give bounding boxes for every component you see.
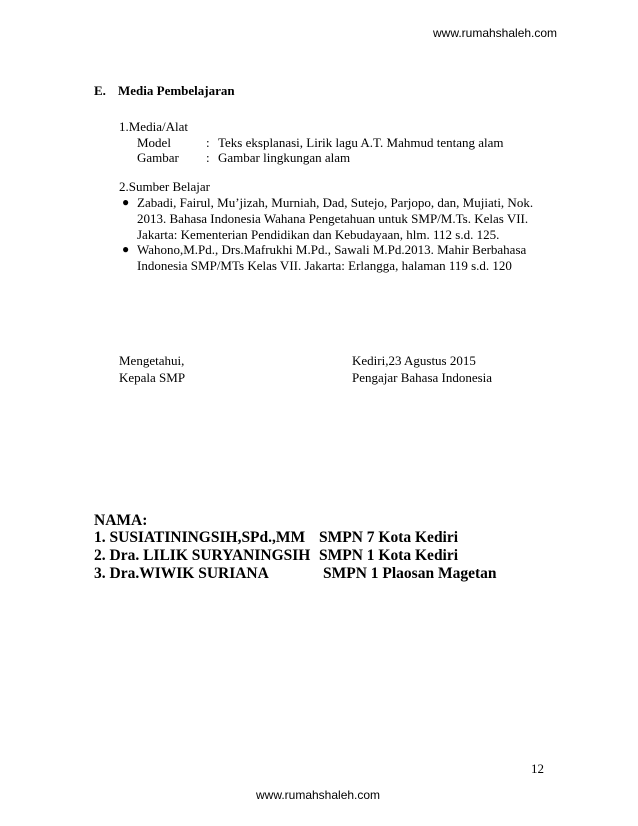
media-row-separator: :: [206, 150, 210, 165]
section-title: Media Pembelajaran: [118, 83, 235, 98]
page-number: 12: [531, 761, 544, 776]
names-heading: NAMA:: [94, 512, 148, 529]
person-school: SMPN 1 Kota Kediri: [319, 547, 459, 564]
source-line: Wahono,M.Pd., Drs.Mafrukhi M.Pd., Sawali M.Pd.2013. Mahir Berbahasa: [137, 242, 527, 257]
header-url: www.rumahshaleh.com: [433, 26, 558, 40]
media-row-separator: :: [206, 135, 210, 150]
media-row-value: Teks eksplanasi, Lirik lagu A.T. Mahmud tentang alam: [218, 135, 504, 150]
media-row-label: Gambar: [137, 150, 179, 165]
source-line: Jakarta: Kementerian Pendidikan dan Kebudayaan, hlm. 112 s.d. 125.: [137, 227, 500, 242]
media-row-value: Gambar lingkungan alam: [218, 150, 351, 165]
section-letter: E.: [94, 83, 106, 98]
sources-heading: 2.Sumber Belajar: [119, 179, 210, 194]
person-name: 1. SUSIATININGSIH,SPd.,MM: [94, 529, 306, 546]
person-name: 3. Dra.WIWIK SURIANA: [94, 565, 269, 582]
source-line: Zabadi, Fairul, Mu’jizah, Murniah, Dad, Sutejo, Parjopo, dan, Mujiati, Nok.: [137, 195, 534, 210]
media-row-label: Model: [137, 135, 171, 150]
person-school: SMPN 1 Plaosan Magetan: [323, 565, 497, 582]
signature-left-line2: Kepala SMP: [119, 370, 186, 385]
footer-url: www.rumahshaleh.com: [256, 788, 381, 802]
bullet-icon: ●: [122, 242, 130, 256]
signature-right-line2: Pengajar Bahasa Indonesia: [352, 370, 493, 385]
signature-right-line1: Kediri,23 Agustus 2015: [352, 353, 476, 368]
bullet-icon: ●: [122, 195, 130, 209]
source-line: Indonesia SMP/MTs Kelas VII. Jakarta: Erlangga, halaman 119 s.d. 120: [137, 258, 512, 273]
signature-left-line1: Mengetahui,: [119, 353, 185, 368]
media-heading: 1.Media/Alat: [119, 119, 188, 134]
person-school: SMPN 7 Kota Kediri: [319, 529, 459, 546]
person-name: 2. Dra. LILIK SURYANINGSIH: [94, 547, 311, 564]
source-line: 2013. Bahasa Indonesia Wahana Pengetahuan untuk SMP/M.Ts. Kelas VII.: [137, 211, 529, 226]
